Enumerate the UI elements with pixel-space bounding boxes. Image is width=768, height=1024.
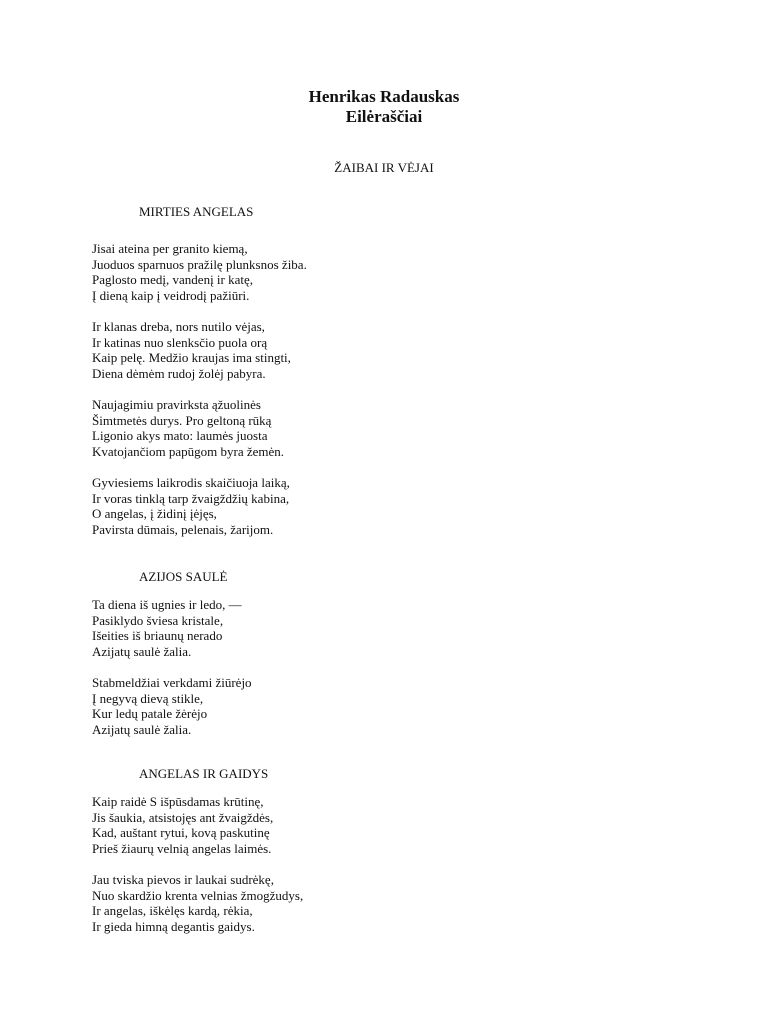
poem-line: Kvatojančiom papūgom byra žemėn. <box>92 443 285 459</box>
poem-line: Azijatų saulė žalia. <box>92 721 192 737</box>
poem-body <box>92 794 303 950</box>
poem-title: MIRTIES ANGELAS <box>139 204 254 219</box>
stanza <box>92 675 252 737</box>
poem-body <box>92 597 252 753</box>
poem-body <box>92 241 307 553</box>
stanza <box>92 794 303 856</box>
poem-line: Azijatų saulė žalia. <box>92 643 192 659</box>
poem-line: Ta diena iš ugnies ir ledo, — <box>92 597 242 612</box>
poem-line: Stabmeldžiai verkdami žiūrėjo <box>92 674 252 690</box>
poem-line: Į dieną kaip į veidrodį pažiūri. <box>92 287 250 303</box>
book-title: Eilėraščiai <box>345 107 423 126</box>
poem-line: Ligonio akys mato: laumės juosta <box>92 428 268 444</box>
stanza <box>92 475 307 537</box>
poem-line: Kaip raidė S išpūsdamas krūtinę, <box>92 794 264 809</box>
stanza <box>92 241 307 303</box>
poem-line: Šimtmetės durys. Pro geltoną rūką <box>92 412 272 428</box>
poem-line: Pasiklydo šviesa kristale, <box>92 612 224 628</box>
poem-line: Jau tviska pievos ir laukai sudrėkę, <box>92 871 274 887</box>
poem-line: Į negyvą dievą stikle, <box>92 690 204 706</box>
poem-line: Išeities iš briaunų nerado <box>92 628 223 644</box>
poem-line: Nuo skardžio krenta velnias žmogžudys, <box>92 887 304 903</box>
poem-line: Kad, auštant rytui, kovą paskutinę <box>92 825 270 841</box>
poem-line: Naujagimiu pravirksta ąžuolinės <box>92 396 261 412</box>
poem-line: Paglosto medį, vandenį ir katę, <box>92 272 254 288</box>
poem-line: O angelas, į židinį įėjęs, <box>92 506 217 522</box>
poem-title: ANGELAS IR GAIDYS <box>139 766 269 781</box>
poem-line: Kur ledų patale žėrėjo <box>92 706 208 722</box>
poem-line: Jis šaukia, atsistojęs ant žvaigždės, <box>92 809 274 825</box>
poem-line: Juoduos sparnuos pražilę plunksnos žiba. <box>92 256 307 272</box>
poem-line: Ir angelas, iškėlęs kardą, rėkia, <box>92 903 253 919</box>
stanza <box>92 319 307 381</box>
poem-line: Jisai ateina per granito kiemą, <box>92 241 248 256</box>
poem-line: Ir voras tinklą tarp žvaigždžių kabina, <box>92 490 290 506</box>
stanza <box>92 397 307 459</box>
poem-line: Ir gieda himną degantis gaidys. <box>92 918 255 934</box>
poem-line: Ir klanas dreba, nors nutilo vėjas, <box>92 318 265 334</box>
poem-line: Ir katinas nuo slenksčio puola orą <box>92 334 268 350</box>
poem-line: Diena dėmėm rudoj žolėj pabyra. <box>92 365 266 381</box>
stanza <box>92 872 303 934</box>
stanza <box>92 597 252 659</box>
poem-line: Pavirsta dūmais, pelenais, žarijom. <box>92 521 274 537</box>
poem-line: Gyviesiems laikrodis skaičiuoja laiką, <box>92 474 290 490</box>
poem-line: Prieš žiaurų velnią angelas laimės. <box>92 840 272 856</box>
author-title: Henrikas Radauskas <box>308 87 460 106</box>
poem-title: AZIJOS SAULĖ <box>139 569 228 584</box>
poem-line: Kaip pelę. Medžio kraujas ima stingti, <box>92 350 291 366</box>
section-title: ŽAIBAI IR VĖJAI <box>334 160 434 175</box>
